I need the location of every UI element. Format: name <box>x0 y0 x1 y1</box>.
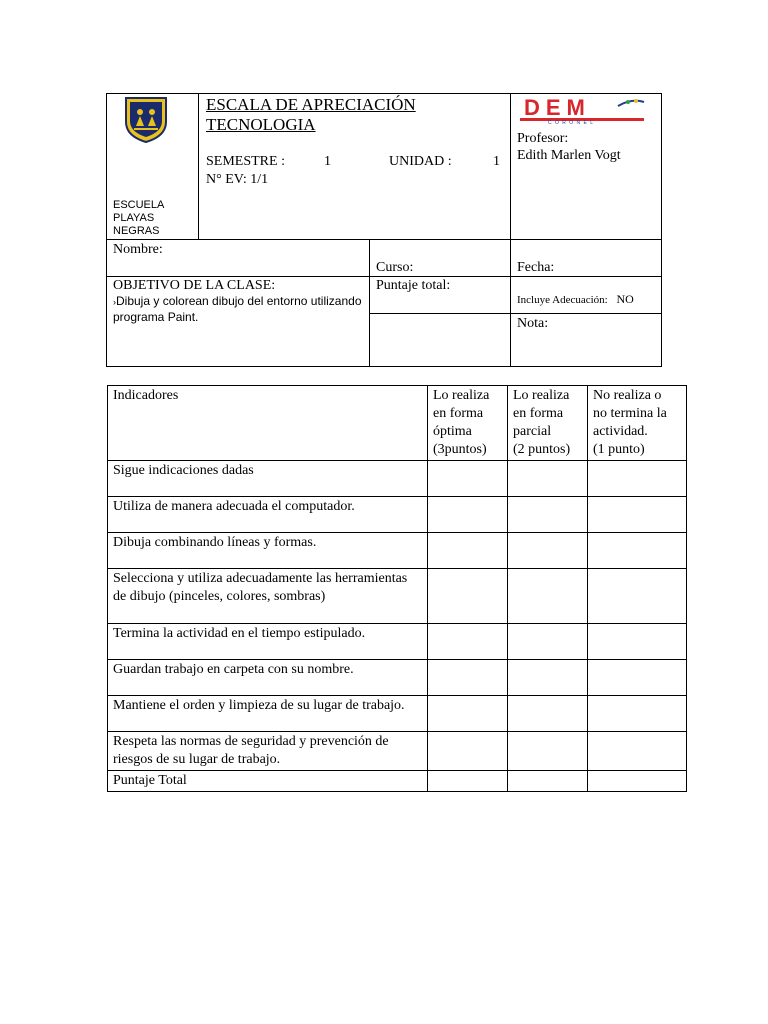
fecha-label: Fecha: <box>517 260 555 275</box>
score-cell[interactable] <box>508 461 588 497</box>
dem-logo-sub: C O R O N E L <box>548 120 595 126</box>
semestre-value: 1 <box>324 154 331 169</box>
objetivo-label: OBJETIVO DE LA CLASE: <box>113 278 276 293</box>
table-row <box>108 696 687 732</box>
score-cell[interactable] <box>428 660 508 696</box>
adecuacion-label: Incluye Adecuación: <box>517 294 608 306</box>
page-title: ESCALA DE APRECIACIÓN TECNOLOGIA <box>206 95 416 134</box>
score-cell[interactable] <box>428 732 508 771</box>
school-logo <box>124 96 168 144</box>
semestre-label: SEMESTRE : <box>206 154 285 169</box>
score-cell[interactable] <box>428 771 508 792</box>
adecuacion <box>517 293 634 307</box>
score-cell[interactable] <box>428 696 508 732</box>
indicator-text: Utiliza de manera adecuada el computador. <box>108 497 428 533</box>
table-row <box>108 732 687 771</box>
score-cell[interactable] <box>428 533 508 569</box>
puntaje-total-label: Puntaje total: <box>376 278 451 293</box>
score-cell[interactable] <box>508 696 588 732</box>
score-cell[interactable] <box>508 660 588 696</box>
indicator-text: Puntaje Total <box>108 771 428 792</box>
score-cell[interactable] <box>508 732 588 771</box>
indicator-text: Respeta las normas de seguridad y prevención de riesgos de su lugar de trabajo. <box>108 732 428 771</box>
score-cell[interactable] <box>588 533 687 569</box>
table-row <box>108 660 687 696</box>
indicators-table <box>107 385 687 792</box>
indicator-text: Guardan trabajo en carpeta con su nombre. <box>108 660 428 696</box>
objetivo-marker: › <box>113 297 116 307</box>
nota-label: Nota: <box>517 316 549 331</box>
score-cell[interactable] <box>588 461 687 497</box>
table-header-row <box>108 386 687 461</box>
evaluation-number: N° EV: 1/1 <box>206 172 269 187</box>
score-cell[interactable] <box>588 624 687 660</box>
indicator-text: Termina la actividad en el tiempo estipulado. <box>108 624 428 660</box>
header-parcial: Lo realiza en forma parcial (2 puntos) <box>508 386 588 461</box>
table-row-total <box>108 771 687 792</box>
table-row <box>108 533 687 569</box>
score-cell[interactable] <box>428 497 508 533</box>
unidad-value: 1 <box>493 154 500 169</box>
indicator-text: Dibuja combinando líneas y formas. <box>108 533 428 569</box>
indicator-text: Mantiene el orden y limpieza de su lugar de trabajo. <box>108 696 428 732</box>
score-cell[interactable] <box>508 771 588 792</box>
school-name: ESCUELA PLAYAS NEGRAS <box>113 199 165 237</box>
score-cell[interactable] <box>508 497 588 533</box>
score-cell[interactable] <box>588 732 687 771</box>
table-row <box>108 624 687 660</box>
score-cell[interactable] <box>588 497 687 533</box>
table-row <box>108 569 687 624</box>
score-cell[interactable] <box>508 533 588 569</box>
score-cell[interactable] <box>508 569 588 624</box>
indicator-text: Selecciona y utiliza adecuadamente las herramientas de dibujo (pinceles, colores, sombras) <box>108 569 428 624</box>
unidad-label: UNIDAD : <box>389 154 452 169</box>
score-cell[interactable] <box>428 461 508 497</box>
indicator-text: Sigue indicaciones dadas <box>108 461 428 497</box>
score-cell[interactable] <box>428 569 508 624</box>
dem-logo <box>518 95 646 128</box>
score-cell[interactable] <box>588 696 687 732</box>
header-indicadores: Indicadores <box>108 386 428 461</box>
header-no-realiza: No realiza o no termina la actividad. (1 punto) <box>588 386 687 461</box>
table-row <box>108 497 687 533</box>
profesor-label: Profesor: <box>517 131 569 146</box>
score-cell[interactable] <box>428 624 508 660</box>
score-cell[interactable] <box>508 624 588 660</box>
nombre-label: Nombre: <box>113 242 163 257</box>
dem-logo-text: DEM <box>524 95 591 120</box>
adecuacion-value: NO <box>616 292 634 306</box>
score-cell[interactable] <box>588 569 687 624</box>
objetivo-text: ›Dibuja y colorean dibujo del entorno utilizando programa Paint. <box>113 294 362 324</box>
curso-label: Curso: <box>376 260 414 275</box>
profesor-name: Edith Marlen Vogt <box>517 148 621 163</box>
score-cell[interactable] <box>588 771 687 792</box>
table-row <box>108 461 687 497</box>
score-cell[interactable] <box>588 660 687 696</box>
header-optima: Lo realiza en forma óptima (3puntos) <box>428 386 508 461</box>
